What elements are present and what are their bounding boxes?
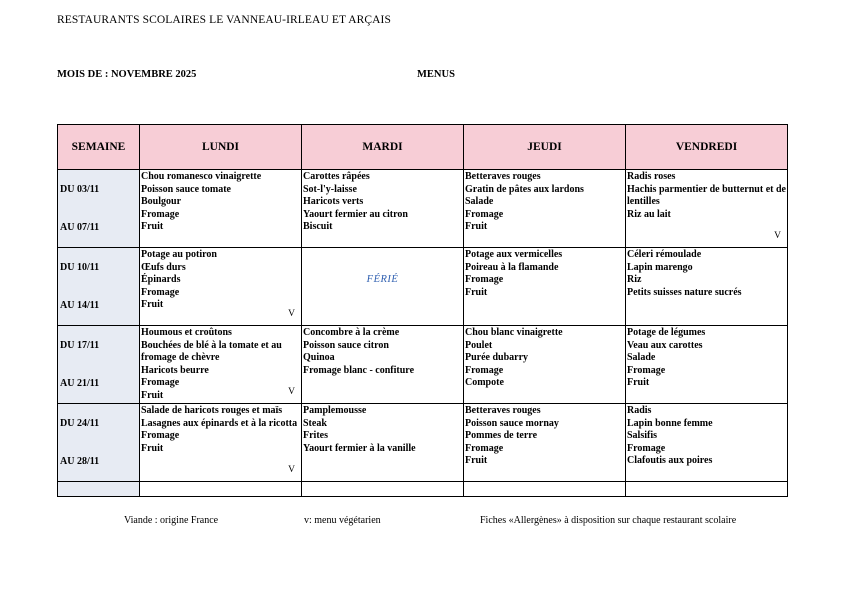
menu-item: Fromage	[141, 286, 180, 298]
menu-item: Fruit	[141, 299, 164, 311]
vegetarian-marker: V	[774, 231, 781, 242]
menu-item: Lasagnes aux épinards et à la ricotta	[141, 417, 298, 429]
menu-item: Yaourt fermier au citron	[303, 208, 408, 220]
menu-cell-friday	[626, 170, 788, 248]
menu-item: Chou blanc vinaigrette	[465, 327, 563, 338]
table-row	[58, 170, 788, 248]
menu-item: Fromage	[141, 377, 180, 389]
week-start-date: DU 17/11	[60, 340, 100, 351]
menu-item-list	[302, 248, 463, 249]
empty-menu-cell	[302, 482, 464, 497]
menu-item: Fromage	[465, 364, 504, 376]
menu-item: Fruit	[465, 286, 488, 298]
meat-origin-note: Viande : origine France	[124, 515, 219, 526]
menu-item: Compote	[465, 377, 504, 389]
empty-menu-cell	[140, 482, 302, 497]
menu-cell-monday	[140, 326, 302, 404]
menu-item: Poireau à la flamande	[465, 261, 559, 273]
column-header-week: SEMAINE	[58, 125, 140, 170]
menu-item: Fruit	[141, 221, 164, 233]
table-row	[58, 404, 788, 482]
table-row-empty	[58, 482, 788, 497]
menu-item: Fruit	[627, 377, 650, 389]
menu-item-list	[302, 170, 463, 234]
menu-item: Poisson sauce citron	[303, 339, 389, 351]
menu-cell-thursday	[464, 404, 626, 482]
menu-item: Fromage	[627, 364, 666, 376]
menu-item: Lapin bonne femme	[627, 417, 713, 429]
menu-item: Hachis parmentier de butternut et de lentilles	[627, 183, 786, 208]
menu-item: Pamplemousse	[303, 405, 367, 416]
menu-item-list	[302, 326, 463, 377]
menu-item: Salade	[465, 196, 494, 208]
menu-item: Biscuit	[303, 221, 333, 233]
menu-item: Frites	[303, 430, 328, 442]
menu-item: Pommes de terre	[465, 430, 538, 442]
column-header-thursday: JEUDI	[464, 125, 626, 170]
month-label: MOIS DE : NOVEMBRE 2025	[57, 69, 197, 80]
menu-item: Poulet	[465, 339, 493, 351]
menu-item-list	[464, 404, 625, 468]
menu-item: Veau aux carottes	[627, 339, 703, 351]
menu-cell-tuesday	[302, 248, 464, 326]
menu-item-list	[140, 248, 301, 312]
menu-item: Purée dubarry	[465, 352, 529, 364]
menu-item: Gratin de pâtes aux lardons	[465, 183, 584, 195]
menu-item: Chou romanesco vinaigrette	[141, 171, 262, 182]
week-start-date: DU 10/11	[60, 262, 100, 273]
menu-item-list	[626, 326, 787, 390]
menu-item: Betteraves rouges	[465, 405, 541, 416]
menu-item: Sot-l'y-laisse	[303, 183, 357, 195]
menu-item: Fromage	[465, 208, 504, 220]
menu-item: Fromage	[141, 208, 180, 220]
menu-item-list	[626, 170, 787, 221]
menu-item: Fromage	[465, 274, 504, 286]
menu-item: Houmous et croûtons	[141, 327, 232, 338]
menu-item: Steak	[303, 417, 327, 429]
menu-cell-friday	[626, 248, 788, 326]
menu-item: Riz au lait	[627, 208, 671, 220]
menu-item: Poisson sauce tomate	[141, 183, 231, 195]
menu-item: Radis	[627, 405, 652, 416]
menu-cell-tuesday	[302, 404, 464, 482]
vegetarian-marker: V	[288, 465, 295, 476]
menu-item: Potage aux vermicelles	[465, 249, 563, 260]
menu-item: Fromage	[627, 442, 666, 454]
menu-item-list	[140, 326, 301, 403]
vegetarian-marker: V	[288, 387, 295, 398]
menu-item: Fruit	[141, 442, 164, 454]
table-row	[58, 326, 788, 404]
week-cell	[58, 404, 140, 482]
menu-item: Poisson sauce mornay	[465, 417, 559, 429]
menu-cell-monday	[140, 170, 302, 248]
menu-item-list	[140, 170, 301, 234]
menu-item: Radis roses	[627, 171, 676, 182]
menu-item: Fromage blanc - confiture	[303, 364, 415, 376]
menu-item-list	[140, 404, 301, 455]
vegetarian-legend: v: menu végétarien	[304, 515, 381, 526]
menu-table	[57, 124, 788, 497]
menu-item: Fromage	[465, 442, 504, 454]
menu-item: Œufs durs	[141, 261, 186, 273]
week-end-date: AU 07/11	[60, 222, 100, 233]
menu-item-list	[626, 404, 787, 468]
menu-item: Haricots verts	[303, 196, 364, 208]
table-header-row	[58, 125, 788, 170]
column-header-tuesday: MARDI	[302, 125, 464, 170]
menu-item: Yaourt fermier à la vanille	[303, 442, 416, 454]
week-start-date: DU 03/11	[60, 184, 100, 195]
menu-cell-thursday	[464, 248, 626, 326]
document-title: RESTAURANTS SCOLAIRES LE VANNEAU-IRLEAU ET ARÇAIS	[57, 14, 391, 26]
menu-table-body	[58, 170, 788, 497]
menu-item: Concombre à la crème	[303, 327, 400, 338]
menu-item: Betteraves rouges	[465, 171, 541, 182]
menu-item: Boulgour	[141, 196, 182, 208]
menu-item-list	[464, 326, 625, 390]
menu-cell-friday	[626, 326, 788, 404]
menu-cell-thursday	[464, 170, 626, 248]
menu-item: Petits suisses nature sucrés	[627, 286, 742, 298]
menu-item-list	[302, 404, 463, 455]
menu-item: Épinards	[141, 274, 181, 286]
empty-week-cell	[58, 482, 140, 497]
menu-cell-tuesday	[302, 170, 464, 248]
week-start-date: DU 24/11	[60, 418, 100, 429]
allergens-note: Fiches «Allergènes» à disposition sur chaque restaurant scolaire	[480, 515, 737, 526]
menu-item: Salsifis	[627, 430, 658, 442]
menu-item-list	[464, 170, 625, 234]
menu-item: Carottes râpées	[303, 171, 370, 182]
week-end-date: AU 28/11	[60, 456, 100, 467]
menu-item: Potage au potiron	[141, 249, 217, 260]
week-end-date: AU 14/11	[60, 300, 100, 311]
menu-cell-friday	[626, 404, 788, 482]
column-header-friday: VENDREDI	[626, 125, 788, 170]
week-cell	[58, 170, 140, 248]
menu-item: Quinoa	[303, 352, 335, 364]
empty-menu-cell	[464, 482, 626, 497]
menu-item: Lapin marengo	[627, 261, 693, 273]
menu-item: Haricots beurre	[141, 364, 209, 376]
week-end-date: AU 21/11	[60, 378, 100, 389]
menu-item-list	[626, 248, 787, 299]
menu-item: Riz	[627, 274, 642, 286]
column-header-monday: LUNDI	[140, 125, 302, 170]
menu-item-list	[464, 248, 625, 299]
menu-item: Fromage	[141, 430, 180, 442]
week-cell	[58, 248, 140, 326]
menu-cell-monday	[140, 248, 302, 326]
menu-item: Potage de légumes	[627, 327, 706, 338]
menu-cell-monday	[140, 404, 302, 482]
empty-menu-cell	[626, 482, 788, 497]
holiday-label: FÉRIÉ	[366, 274, 399, 285]
menu-item: Bouchées de blé à la tomate et au fromage de chèvre	[141, 339, 282, 364]
vegetarian-marker: V	[288, 309, 295, 320]
menu-item: Fruit	[465, 455, 488, 467]
menu-cell-thursday	[464, 326, 626, 404]
menu-cell-tuesday	[302, 326, 464, 404]
menu-item: Salade de haricots rouges et maïs	[141, 405, 283, 416]
week-cell	[58, 326, 140, 404]
menu-item: Clafoutis aux poires	[627, 455, 713, 467]
menu-item: Fruit	[465, 221, 488, 233]
menu-item: Salade	[627, 352, 656, 364]
table-row	[58, 248, 788, 326]
menu-item: Fruit	[141, 389, 164, 401]
menu-item: Céleri rémoulade	[627, 249, 702, 260]
menus-label: MENUS	[417, 69, 455, 80]
